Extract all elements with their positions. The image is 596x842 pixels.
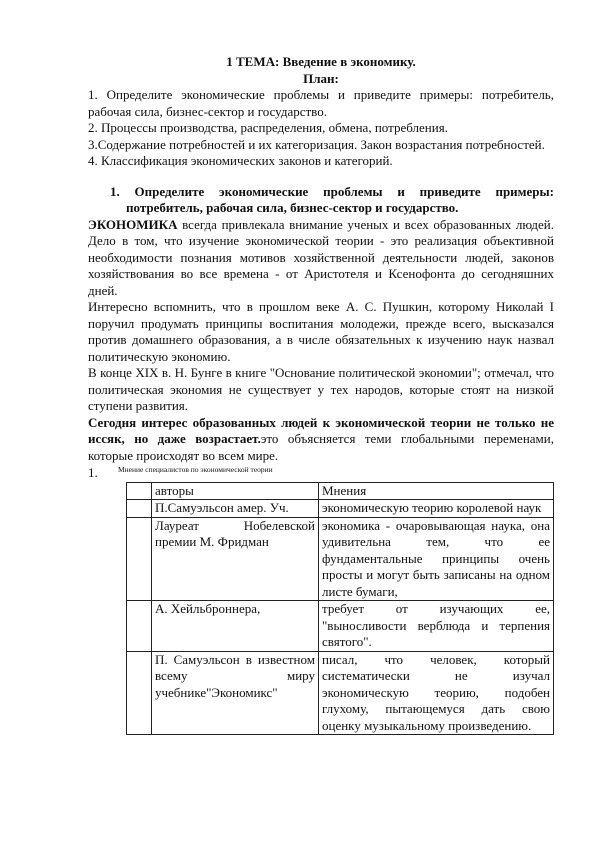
table-row bbox=[127, 500, 554, 518]
section-heading: 1. Определите экономические проблемы и приведите примеры: потребитель, рабочая сила, бизнес-сектор и государство. bbox=[110, 183, 554, 215]
table-cell-empty bbox=[127, 517, 152, 601]
paragraph-lead: ЭКОНОМИКА bbox=[88, 216, 178, 232]
plan-item: 1. Определите экономические проблемы и приведите примеры: потребитель, рабочая сила, бизнес-сектор и государство. bbox=[88, 87, 554, 119]
table-row bbox=[127, 651, 554, 735]
paragraph-bunge: В конце XIX в. Н. Бунге в книге "Основание политической экономии"; отмечал, что политическая экономия не существует у тех народов, которые стоят на низкой ступени развития. bbox=[88, 365, 554, 413]
table-header-row bbox=[127, 482, 554, 500]
plan-item: 4. Классификация экономических законов и категорий. bbox=[88, 153, 393, 168]
table-row bbox=[127, 517, 554, 601]
plan-item: 2. Процессы производства, распределения, обмена, потребления. bbox=[88, 120, 448, 135]
document-page bbox=[88, 54, 554, 735]
paragraph-economics bbox=[88, 217, 554, 300]
header-authors: авторы bbox=[152, 482, 319, 500]
author-cell: П.Самуэльсон амер. Уч. bbox=[152, 500, 319, 518]
page-title: 1 ТЕМА: Введение в экономику. bbox=[226, 54, 416, 69]
paragraph-text: это объясняется теми глобальными переменами, которые происходят во всем мире. bbox=[88, 431, 554, 463]
opinions-table bbox=[126, 482, 554, 736]
paragraph-pushkin: Интересно вспомнить, что в прошлом веке А. С. Пушкин, которому Николай I поручил продумать принципы воспитания молодежи, прежде всего, высказался против домашнего образования, а в числе обязательных к изучению наук назвал политическую экономию. bbox=[88, 299, 554, 364]
table-caption-row bbox=[88, 465, 554, 482]
header-opinions: Мнения bbox=[319, 482, 554, 500]
author-cell: П. Самуэльсон в известном всему миру учебнике"Экономикс" bbox=[152, 651, 319, 735]
table-cell-empty bbox=[127, 651, 152, 735]
table-cell-empty bbox=[127, 482, 152, 500]
opinion-cell: писал, что человек, который систематически не изучал экономическую теорию, подобен глухому, пытающемуся дать свою оценку музыкальному произведению. bbox=[319, 651, 554, 735]
table-cell-empty bbox=[127, 601, 152, 652]
author-cell: Лауреат Нобелевской премии М. Фридман bbox=[152, 517, 319, 601]
paragraph-bold-lead: Сегодня интерес образованных людей к экономической теории не только не иссяк, но даже возрастает. bbox=[88, 414, 554, 446]
opinion-cell: экономическую теорию королевой наук bbox=[319, 500, 554, 518]
table-row bbox=[127, 601, 554, 652]
table-cell-empty bbox=[127, 500, 152, 518]
plan-item: 3.Содержание потребностей и их категоризация. Закон возрастания потребностей. bbox=[88, 136, 545, 152]
caption-number: 1. bbox=[88, 465, 98, 480]
opinion-cell: требует от изучающих ее, "выносливости верблюда и терпения святого". bbox=[319, 601, 554, 652]
plan-heading: План: bbox=[303, 70, 339, 86]
paragraph-text: всегда привлекала внимание ученых и всех образованных людей. Дело в том, что изучение экономической теории - это реализация объективной необходимости познания мотивов хозяйственной деятельности людей, законов хозяйствования во все времена - от Аристотеля и Ксенофонта до сегодняшних дней. bbox=[88, 216, 554, 298]
author-cell: А. Хейльброннера, bbox=[152, 601, 319, 652]
paragraph-today bbox=[88, 415, 554, 465]
table-caption: Мнение специалистов по экономической теории bbox=[118, 465, 273, 474]
opinion-cell: экономика - очаровывающая наука, она удивительна тем, что ее фундаментальные принципы очень просты и могут быть записаны на одном листе бумаги, bbox=[319, 517, 554, 601]
